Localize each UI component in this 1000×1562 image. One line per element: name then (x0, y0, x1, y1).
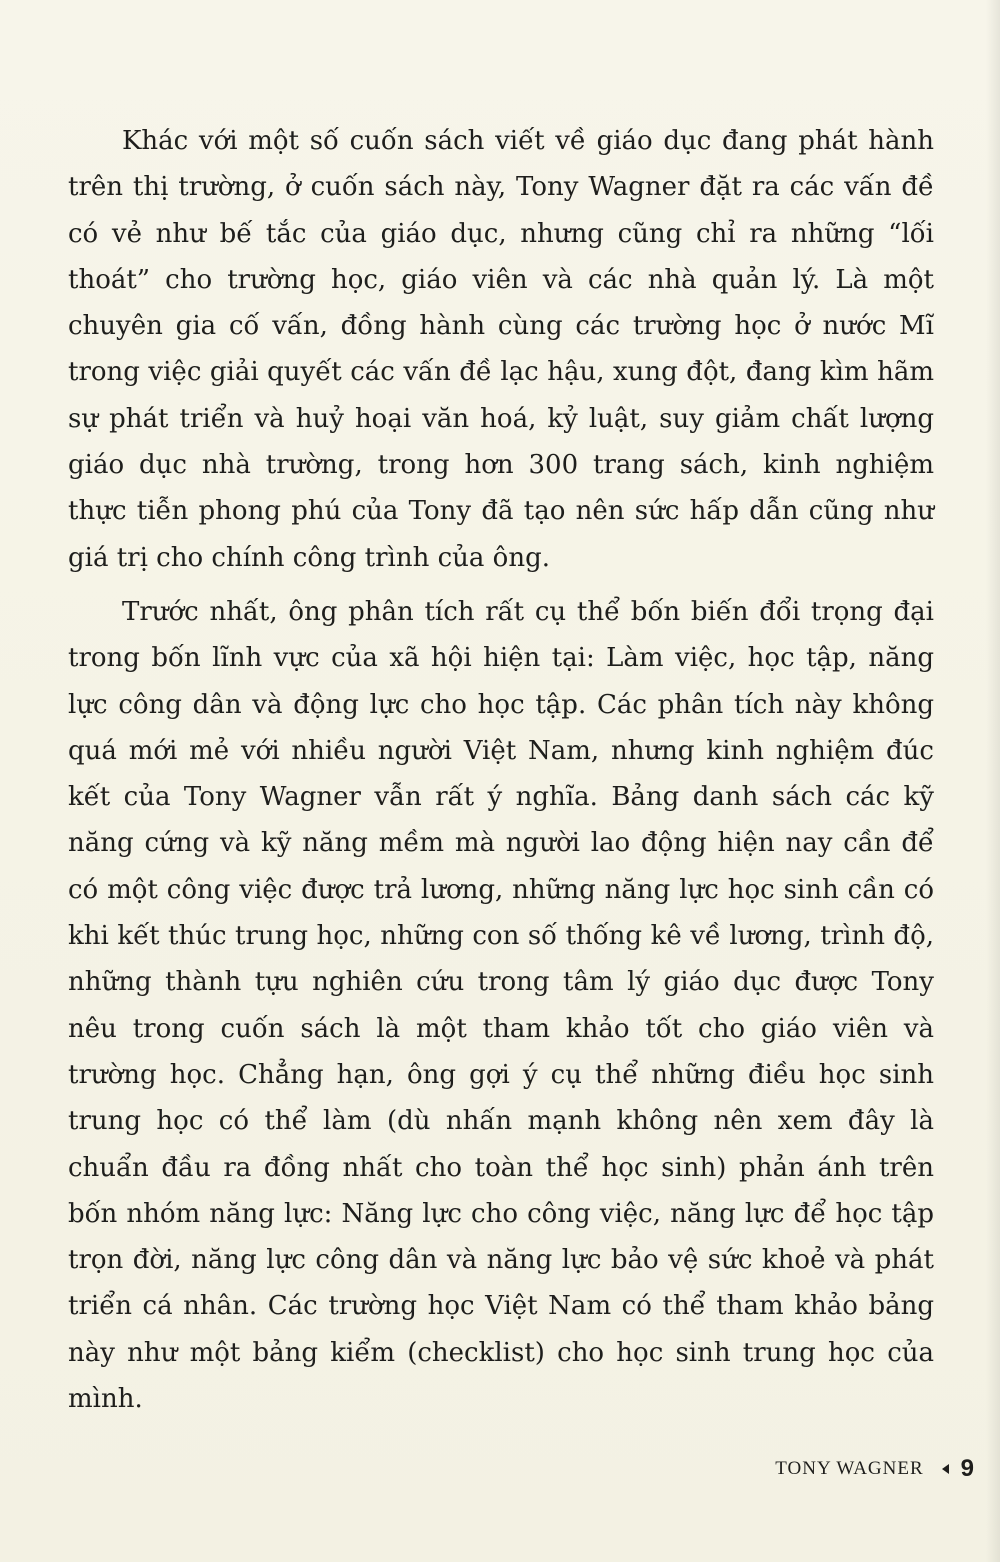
page-edge-shadow (986, 0, 1000, 1562)
left-triangle-icon (942, 1464, 949, 1474)
paragraph-1: Khác với một số cuốn sách viết về giáo dục đang phát hành trên thị trường, ở cuốn sách này, Tony Wagner đặt ra các vấn đề có vẻ như bế tắc của giáo dục, nhưng cũng chỉ ra những “lối thoát” cho trường học, giáo viên và các nhà quản lý. Là một chuyên gia cố vấn, đồng hành cùng các trường học ở nước Mĩ trong việc giải quyết các vấn đề lạc hậu, xung đột, đang kìm hãm sự phát triển và huỷ hoại văn hoá, kỷ luật, suy giảm chất lượng giáo dục nhà trường, trong hơn 300 trang sách, kinh nghiệm thực tiễn phong phú của Tony đã tạo nên sức hấp dẫn cũng như giá trị cho chính công trình của ông. (68, 126, 934, 573)
paragraph-2: Trước nhất, ông phân tích rất cụ thể bốn biến đổi trọng đại trong bốn lĩnh vực của xã hội hiện tại: Làm việc, học tập, năng lực công dân và động lực cho học tập. Các phân tích này không quá mới mẻ với nhiều người Việt Nam, nhưng kinh nghiệm đúc kết của Tony Wagner vẫn rất ý nghĩa. Bảng danh sách các kỹ năng cứng và kỹ năng mềm mà người lao động hiện nay cần để có một công việc được trả lương, những năng lực học sinh cần có khi kết thúc trung học, những con số thống kê về lương, trình độ, những thành tựu nghiên cứu trong tâm lý giáo dục được Tony nêu trong cuốn sách là một tham khảo tốt cho giáo viên và trường học. Chẳng hạn, ông gợi ý cụ thể những điều học sinh trung học có thể làm (dù nhấn mạnh không nên xem đây là chuẩn đầu ra đồng nhất cho toàn thể học sinh) phản ánh trên bốn nhóm năng lực: Năng lực cho công việc, năng lực để học tập trọn đời, năng lực công dân và năng lực bảo vệ sức khoẻ và phát triển cá nhân. Các trường học Việt Nam có thể tham khảo bảng này như một bảng kiểm (checklist) cho học sinh trung học của mình. (68, 596, 934, 1415)
body-text (68, 118, 934, 1430)
page-footer (775, 1449, 974, 1489)
running-footer-author: TONY WAGNER (775, 1458, 924, 1479)
page-number: 9 (960, 1455, 974, 1482)
